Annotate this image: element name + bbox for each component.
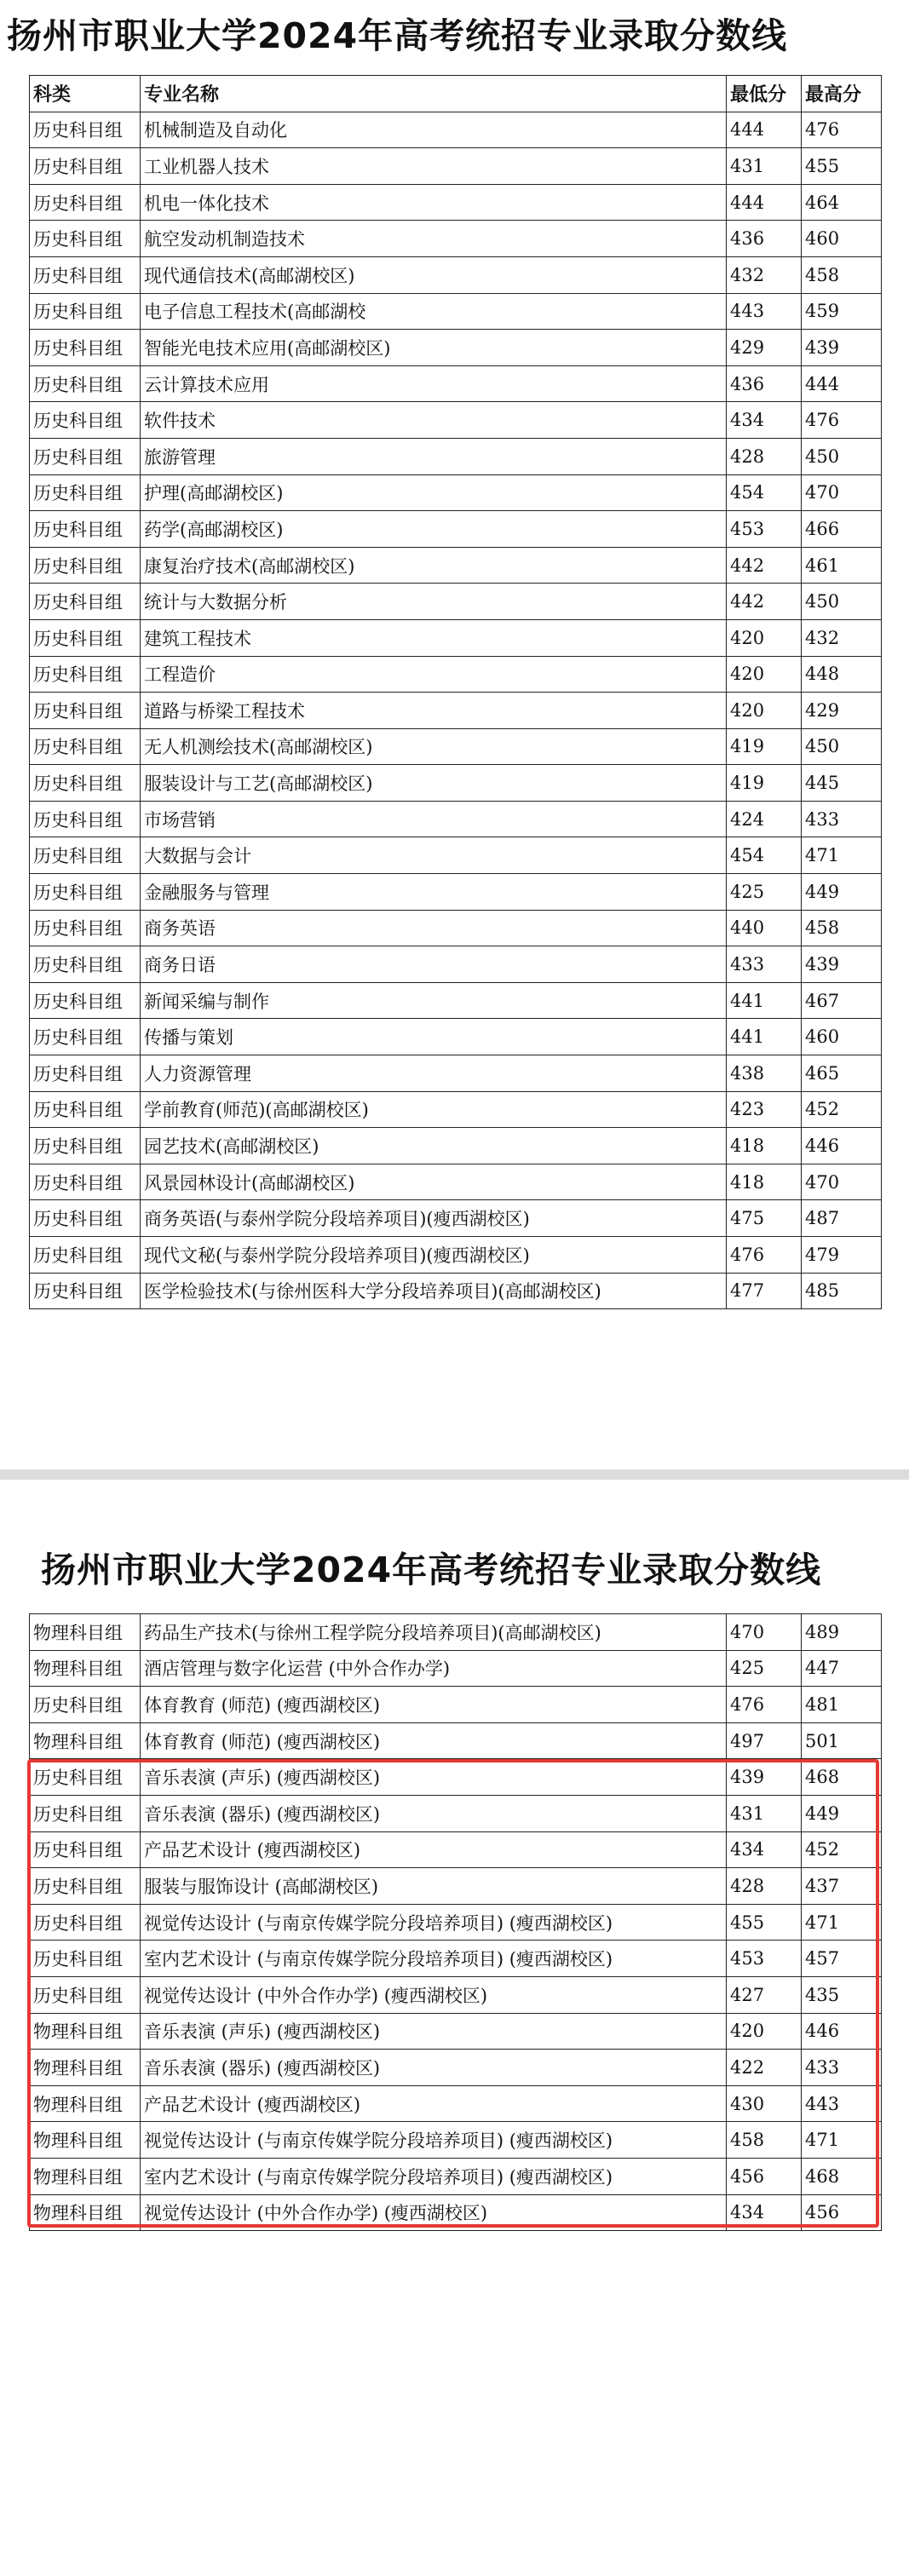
table-row (30, 438, 882, 474)
cell-category: 历史科目组 (30, 148, 141, 185)
cell-category: 历史科目组 (30, 511, 141, 548)
cell-max-score: 460 (802, 1019, 882, 1055)
cell-max-score: 432 (802, 619, 882, 656)
cell-major: 护理(高邮湖校区) (141, 474, 727, 511)
table-row (30, 1831, 882, 1868)
cell-major: 室内艺术设计 (与南京传媒学院分段培养项目) (瘦西湖校区) (141, 1941, 727, 1977)
cell-max-score: 468 (802, 1759, 882, 1796)
cell-category: 物理科目组 (30, 1650, 141, 1687)
cell-major: 建筑工程技术 (141, 619, 727, 656)
cell-max-score: 443 (802, 2085, 882, 2122)
cell-category: 历史科目组 (30, 1795, 141, 1831)
cell-category: 历史科目组 (30, 982, 141, 1019)
cell-min-score: 477 (727, 1273, 802, 1309)
cell-major: 统计与大数据分析 (141, 584, 727, 620)
header-major: 专业名称 (141, 76, 727, 112)
table-row (30, 184, 882, 221)
table-row (30, 402, 882, 439)
table-row (30, 946, 882, 983)
cell-major: 服装与服饰设计 (高邮湖校区) (141, 1868, 727, 1905)
cell-min-score: 420 (727, 693, 802, 729)
cell-min-score: 433 (727, 946, 802, 983)
table-row (30, 728, 882, 765)
cell-category: 历史科目组 (30, 765, 141, 802)
cell-min-score: 434 (727, 2194, 802, 2231)
header-max-score: 最高分 (802, 76, 882, 112)
table-row (30, 693, 882, 729)
table-row (30, 112, 882, 148)
cell-major: 学前教育(师范)(高邮湖校区) (141, 1091, 727, 1128)
cell-category: 历史科目组 (30, 1941, 141, 1977)
cell-min-score: 476 (727, 1687, 802, 1723)
table-row (30, 1200, 882, 1237)
cell-min-score: 418 (727, 1164, 802, 1200)
table-row (30, 1164, 882, 1200)
cell-max-score: 429 (802, 693, 882, 729)
cell-category: 历史科目组 (30, 402, 141, 439)
cell-max-score: 444 (802, 365, 882, 402)
cell-major: 商务日语 (141, 946, 727, 983)
cell-category: 历史科目组 (30, 1200, 141, 1237)
table-row (30, 547, 882, 584)
cell-min-score: 424 (727, 801, 802, 837)
cell-category: 历史科目组 (30, 112, 141, 148)
cell-major: 大数据与会计 (141, 837, 727, 874)
table-row (30, 1687, 882, 1723)
cell-major: 风景园林设计(高邮湖校区) (141, 1164, 727, 1200)
cell-min-score: 441 (727, 1019, 802, 1055)
cell-max-score: 433 (802, 801, 882, 837)
cell-min-score: 442 (727, 584, 802, 620)
cell-min-score: 434 (727, 402, 802, 439)
table-row (30, 765, 882, 802)
cell-category: 历史科目组 (30, 1055, 141, 1092)
table-row (30, 874, 882, 911)
cell-min-score: 439 (727, 1759, 802, 1796)
cell-min-score: 458 (727, 2122, 802, 2159)
cell-major: 产品艺术设计 (瘦西湖校区) (141, 1831, 727, 1868)
cell-category: 历史科目组 (30, 837, 141, 874)
cell-category: 历史科目组 (30, 330, 141, 366)
table-row (30, 1868, 882, 1905)
cell-major: 康复治疗技术(高邮湖校区) (141, 547, 727, 584)
cell-max-score: 479 (802, 1237, 882, 1274)
cell-max-score: 449 (802, 1795, 882, 1831)
table-row (30, 1237, 882, 1274)
cell-min-score: 429 (727, 330, 802, 366)
cell-major: 无人机测绘技术(高邮湖校区) (141, 728, 727, 765)
cell-min-score: 454 (727, 474, 802, 511)
cell-category: 物理科目组 (30, 2158, 141, 2194)
table-row (30, 619, 882, 656)
cell-major: 机械制造及自动化 (141, 112, 727, 148)
cell-max-score: 481 (802, 1687, 882, 1723)
table-row (30, 365, 882, 402)
cell-min-score: 470 (727, 1614, 802, 1651)
cell-max-score: 450 (802, 584, 882, 620)
cell-major: 音乐表演 (器乐) (瘦西湖校区) (141, 2050, 727, 2086)
cell-major: 服装设计与工艺(高邮湖校区) (141, 765, 727, 802)
table-row (30, 1904, 882, 1941)
cell-major: 人力资源管理 (141, 1055, 727, 1092)
cell-major: 音乐表演 (器乐) (瘦西湖校区) (141, 1795, 727, 1831)
cell-max-score: 446 (802, 1128, 882, 1164)
cell-max-score: 450 (802, 438, 882, 474)
cell-category: 物理科目组 (30, 1614, 141, 1651)
table-row (30, 2013, 882, 2050)
cell-min-score: 431 (727, 1795, 802, 1831)
table-row (30, 1650, 882, 1687)
cell-max-score: 465 (802, 1055, 882, 1092)
cell-max-score: 457 (802, 1941, 882, 1977)
cell-max-score: 485 (802, 1273, 882, 1309)
cell-max-score: 437 (802, 1868, 882, 1905)
cell-max-score: 470 (802, 1164, 882, 1200)
table-row (30, 511, 882, 548)
table-row (30, 1795, 882, 1831)
cell-min-score: 420 (727, 2013, 802, 2050)
cell-max-score: 471 (802, 837, 882, 874)
table-row (30, 1614, 882, 1651)
cell-min-score: 438 (727, 1055, 802, 1092)
cell-min-score: 422 (727, 2050, 802, 2086)
cell-category: 历史科目组 (30, 946, 141, 983)
cell-major: 医学检验技术(与徐州医科大学分段培养项目)(高邮湖校区) (141, 1273, 727, 1309)
cell-category: 历史科目组 (30, 728, 141, 765)
cell-category: 历史科目组 (30, 693, 141, 729)
cell-max-score: 467 (802, 982, 882, 1019)
table-row (30, 330, 882, 366)
cell-major: 商务英语(与泰州学院分段培养项目)(瘦西湖校区) (141, 1200, 727, 1237)
cell-min-score: 456 (727, 2158, 802, 2194)
score-table-2 (29, 1613, 882, 2231)
table-row (30, 2194, 882, 2231)
cell-max-score: 455 (802, 148, 882, 185)
cell-category: 历史科目组 (30, 1904, 141, 1941)
cell-category: 物理科目组 (30, 2085, 141, 2122)
cell-category: 物理科目组 (30, 2122, 141, 2159)
table-row (30, 256, 882, 293)
cell-min-score: 443 (727, 293, 802, 330)
cell-min-score: 440 (727, 910, 802, 946)
cell-min-score: 497 (727, 1722, 802, 1759)
cell-min-score: 432 (727, 256, 802, 293)
table-row (30, 1019, 882, 1055)
cell-max-score: 470 (802, 474, 882, 511)
cell-category: 历史科目组 (30, 1091, 141, 1128)
table-header-row (30, 76, 882, 112)
cell-category: 物理科目组 (30, 2013, 141, 2050)
cell-category: 历史科目组 (30, 910, 141, 946)
table-row (30, 584, 882, 620)
cell-max-score: 435 (802, 1976, 882, 2013)
cell-major: 室内艺术设计 (与南京传媒学院分段培养项目) (瘦西湖校区) (141, 2158, 727, 2194)
cell-max-score: 458 (802, 256, 882, 293)
cell-max-score: 446 (802, 2013, 882, 2050)
cell-major: 电子信息工程技术(高邮湖校 (141, 293, 727, 330)
table-row (30, 982, 882, 1019)
cell-max-score: 447 (802, 1650, 882, 1687)
cell-max-score: 445 (802, 765, 882, 802)
table-row (30, 474, 882, 511)
cell-min-score: 425 (727, 874, 802, 911)
cell-min-score: 444 (727, 112, 802, 148)
cell-category: 历史科目组 (30, 184, 141, 221)
cell-category: 历史科目组 (30, 1128, 141, 1164)
cell-max-score: 487 (802, 1200, 882, 1237)
cell-major: 视觉传达设计 (中外合作办学) (瘦西湖校区) (141, 1976, 727, 2013)
cell-category: 物理科目组 (30, 2050, 141, 2086)
cell-max-score: 501 (802, 1722, 882, 1759)
cell-category: 历史科目组 (30, 221, 141, 257)
cell-min-score: 434 (727, 1831, 802, 1868)
cell-min-score: 444 (727, 184, 802, 221)
table-row (30, 1941, 882, 1977)
cell-major: 机电一体化技术 (141, 184, 727, 221)
cell-max-score: 471 (802, 1904, 882, 1941)
cell-max-score: 452 (802, 1091, 882, 1128)
cell-category: 历史科目组 (30, 584, 141, 620)
table-row (30, 1055, 882, 1092)
table-row (30, 1091, 882, 1128)
cell-category: 历史科目组 (30, 874, 141, 911)
cell-category: 历史科目组 (30, 1687, 141, 1723)
cell-major: 现代通信技术(高邮湖校区) (141, 256, 727, 293)
cell-major: 旅游管理 (141, 438, 727, 474)
cell-min-score: 455 (727, 1904, 802, 1941)
cell-min-score: 436 (727, 221, 802, 257)
table-row (30, 801, 882, 837)
cell-min-score: 418 (727, 1128, 802, 1164)
page-separator (0, 1469, 909, 1480)
cell-category: 历史科目组 (30, 438, 141, 474)
table-row (30, 221, 882, 257)
table-row (30, 2158, 882, 2194)
cell-major: 体育教育 (师范) (瘦西湖校区) (141, 1687, 727, 1723)
cell-major: 药品生产技术(与徐州工程学院分段培养项目)(高邮湖校区) (141, 1614, 727, 1651)
cell-category: 历史科目组 (30, 801, 141, 837)
cell-major: 药学(高邮湖校区) (141, 511, 727, 548)
cell-major: 音乐表演 (声乐) (瘦西湖校区) (141, 2013, 727, 2050)
table-row (30, 1759, 882, 1796)
cell-min-score: 454 (727, 837, 802, 874)
page-title: 扬州市职业大学2024年高考统招专业录取分数线 (41, 1550, 822, 1590)
table-row (30, 1976, 882, 2013)
cell-max-score: 461 (802, 547, 882, 584)
cell-major: 金融服务与管理 (141, 874, 727, 911)
table-row (30, 1273, 882, 1309)
table-row (30, 910, 882, 946)
cell-category: 历史科目组 (30, 256, 141, 293)
cell-min-score: 430 (727, 2085, 802, 2122)
cell-max-score: 476 (802, 112, 882, 148)
page-title: 扬州市职业大学2024年高考统招专业录取分数线 (7, 15, 788, 56)
cell-max-score: 476 (802, 402, 882, 439)
cell-category: 物理科目组 (30, 1722, 141, 1759)
header-min-score: 最低分 (727, 76, 802, 112)
cell-min-score: 453 (727, 511, 802, 548)
cell-max-score: 433 (802, 2050, 882, 2086)
cell-category: 历史科目组 (30, 619, 141, 656)
cell-max-score: 439 (802, 330, 882, 366)
cell-category: 历史科目组 (30, 1019, 141, 1055)
cell-min-score: 453 (727, 1941, 802, 1977)
cell-min-score: 442 (727, 547, 802, 584)
cell-major: 工程造价 (141, 656, 727, 693)
cell-major: 新闻采编与制作 (141, 982, 727, 1019)
cell-category: 历史科目组 (30, 1868, 141, 1905)
cell-max-score: 449 (802, 874, 882, 911)
cell-category: 物理科目组 (30, 2194, 141, 2231)
table-row (30, 2085, 882, 2122)
table-row (30, 293, 882, 330)
cell-major: 市场营销 (141, 801, 727, 837)
cell-major: 视觉传达设计 (中外合作办学) (瘦西湖校区) (141, 2194, 727, 2231)
cell-min-score: 419 (727, 728, 802, 765)
cell-min-score: 420 (727, 619, 802, 656)
table-row (30, 837, 882, 874)
score-table-1 (29, 75, 882, 1309)
cell-min-score: 420 (727, 656, 802, 693)
table-row (30, 656, 882, 693)
cell-max-score: 459 (802, 293, 882, 330)
cell-min-score: 431 (727, 148, 802, 185)
cell-major: 视觉传达设计 (与南京传媒学院分段培养项目) (瘦西湖校区) (141, 1904, 727, 1941)
cell-category: 历史科目组 (30, 474, 141, 511)
cell-min-score: 476 (727, 1237, 802, 1274)
cell-min-score: 428 (727, 1868, 802, 1905)
cell-category: 历史科目组 (30, 1976, 141, 2013)
cell-max-score: 460 (802, 221, 882, 257)
table-row (30, 1722, 882, 1759)
cell-min-score: 441 (727, 982, 802, 1019)
cell-major: 视觉传达设计 (与南京传媒学院分段培养项目) (瘦西湖校区) (141, 2122, 727, 2159)
cell-category: 历史科目组 (30, 1831, 141, 1868)
cell-major: 现代文秘(与泰州学院分段培养项目)(瘦西湖校区) (141, 1237, 727, 1274)
cell-min-score: 423 (727, 1091, 802, 1128)
cell-category: 历史科目组 (30, 547, 141, 584)
cell-max-score: 466 (802, 511, 882, 548)
cell-min-score: 428 (727, 438, 802, 474)
cell-major: 产品艺术设计 (瘦西湖校区) (141, 2085, 727, 2122)
cell-min-score: 475 (727, 1200, 802, 1237)
cell-min-score: 427 (727, 1976, 802, 2013)
cell-major: 体育教育 (师范) (瘦西湖校区) (141, 1722, 727, 1759)
table-row (30, 2050, 882, 2086)
cell-max-score: 452 (802, 1831, 882, 1868)
cell-category: 历史科目组 (30, 656, 141, 693)
cell-major: 商务英语 (141, 910, 727, 946)
cell-category: 历史科目组 (30, 293, 141, 330)
cell-category: 历史科目组 (30, 1237, 141, 1274)
cell-category: 历史科目组 (30, 1273, 141, 1309)
cell-major: 园艺技术(高邮湖校区) (141, 1128, 727, 1164)
table-row (30, 1128, 882, 1164)
cell-major: 软件技术 (141, 402, 727, 439)
cell-major: 音乐表演 (声乐) (瘦西湖校区) (141, 1759, 727, 1796)
cell-category: 历史科目组 (30, 1164, 141, 1200)
cell-min-score: 436 (727, 365, 802, 402)
cell-min-score: 419 (727, 765, 802, 802)
table-row (30, 2122, 882, 2159)
cell-major: 酒店管理与数字化运营 (中外合作办学) (141, 1650, 727, 1687)
cell-max-score: 448 (802, 656, 882, 693)
cell-major: 智能光电技术应用(高邮湖校区) (141, 330, 727, 366)
cell-major: 航空发动机制造技术 (141, 221, 727, 257)
cell-category: 历史科目组 (30, 365, 141, 402)
cell-max-score: 464 (802, 184, 882, 221)
cell-max-score: 471 (802, 2122, 882, 2159)
cell-max-score: 489 (802, 1614, 882, 1651)
cell-major: 道路与桥梁工程技术 (141, 693, 727, 729)
cell-max-score: 439 (802, 946, 882, 983)
cell-max-score: 468 (802, 2158, 882, 2194)
cell-major: 工业机器人技术 (141, 148, 727, 185)
admission-sheet-2 (0, 1480, 909, 2576)
cell-category: 历史科目组 (30, 1759, 141, 1796)
cell-major: 云计算技术应用 (141, 365, 727, 402)
table-row (30, 148, 882, 185)
cell-major: 传播与策划 (141, 1019, 727, 1055)
cell-min-score: 425 (727, 1650, 802, 1687)
cell-max-score: 456 (802, 2194, 882, 2231)
header-category: 科类 (30, 76, 141, 112)
cell-max-score: 458 (802, 910, 882, 946)
cell-max-score: 450 (802, 728, 882, 765)
